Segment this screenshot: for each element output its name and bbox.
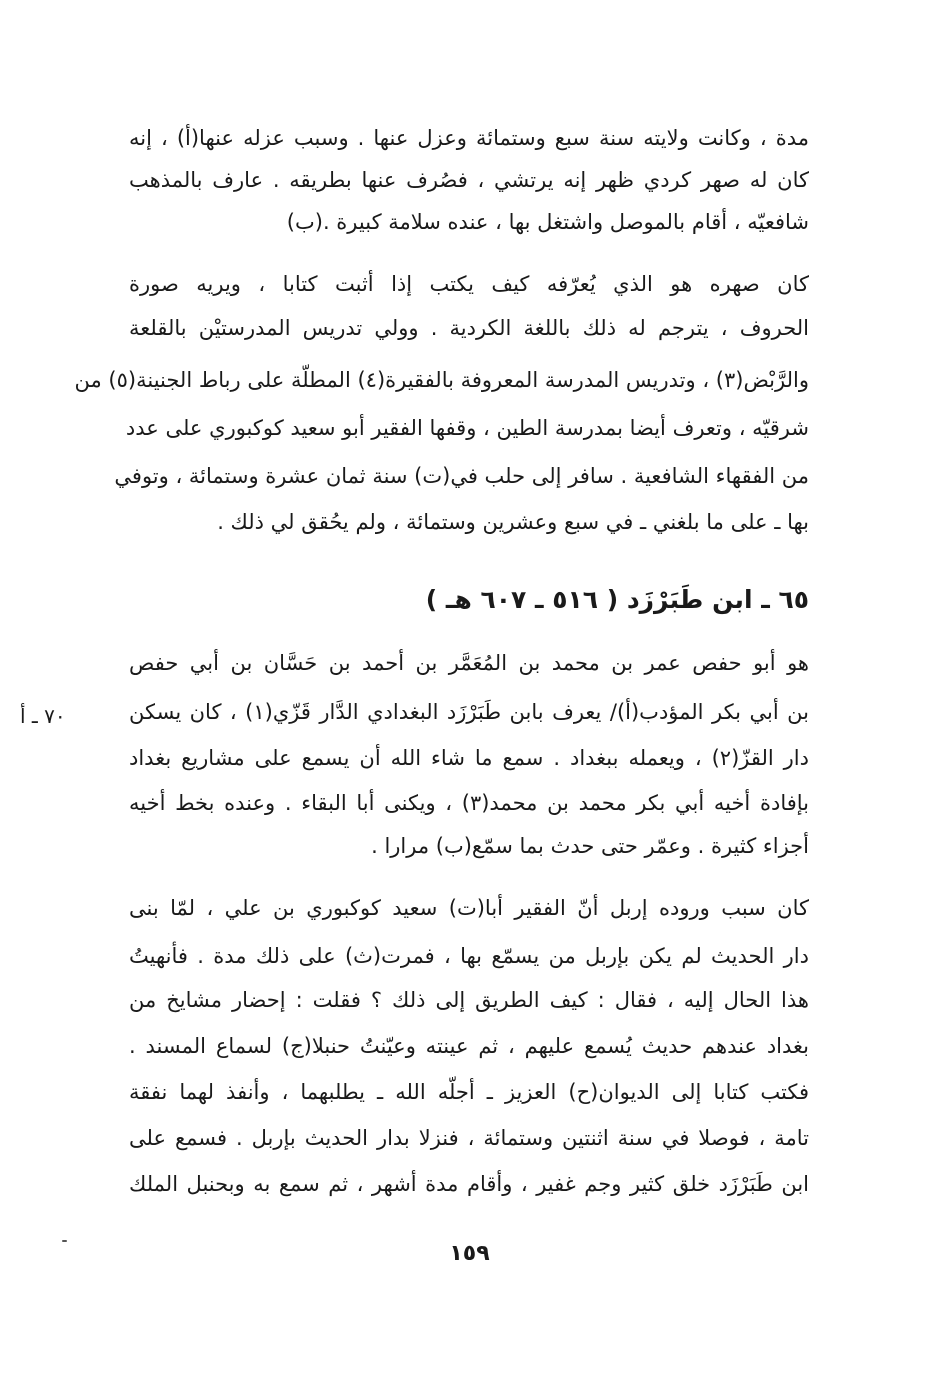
text-line: دار القزّ(٢) ، ويعمله ببغداد . سمع ما شاء الله أن يسمع على مشاريع بغداد (129, 746, 809, 770)
text-line: بها ـ على ما بلغني ـ في سبع وعشرين وستمائة ، ولم يحُقق لي ذلك . (217, 510, 809, 534)
text-line: شافعيّه ، أقام بالموصل واشتغل بها ، عنده سلامة كبيرة .(ب) (286, 210, 809, 234)
text-line: والرَّبْض(٣) ، وتدريس المدرسة المعروفة بالفقيرة(٤) المطلّة على رباط الجنينة(٥) من (74, 368, 809, 392)
text-line: الحروف ، يترجم له ذلك باللغة الكردية . وولي تدريس المدرستيْن بالقلعة (129, 316, 809, 340)
text-line: هو أبو حفص عمر بن محمد بن المُعَمَّر بن أحمد بن حَسَّان بن أبي حفص (129, 651, 809, 675)
text-line: كان صهره هو الذي يُعرّفه كيف يكتب إذا أثبت كتابا ، ويريه صورة (129, 272, 809, 296)
text-line: كان له صهر كردي ظهر إنه يرتشي ، فصُرف عنها بطريقه . عارف بالمذهب (129, 168, 809, 192)
margin-folio-note: ٧٠ ـ أ (20, 704, 66, 728)
text-line: دار الحديث لم يكن بإربل من يسمّع بها ، فمرت(ث) على ذلك مدة . فأنهيتُ (129, 944, 809, 968)
scan-speck (62, 1240, 67, 1242)
text-line: شرقيّه ، وتعرف أيضا بمدرسة الطين ، وقفها الفقير أبو سعيد كوكبوري على عدد (125, 416, 809, 440)
text-line: فكتب كتابا إلى الديوان(ح) العزيز ـ أجلّه الله ـ يطلبهما ، وأنفذ لهما نفقة (129, 1080, 809, 1104)
text-line: من الفقهاء الشافعية . سافر إلى حلب في(ت) سنة ثمان عشرة وستمائة ، وتوفي (114, 464, 809, 488)
page-number: ١٥٩ (449, 1241, 490, 1266)
text-line: بن أبي بكر المؤدب(أ)/ يعرف بابن طَبَرْزَد البغدادي الدَّار قَزّي(١) ، كان يسكن (129, 700, 809, 724)
text-line: تامة ، فوصلا في سنة اثنتين وستمائة ، فنزلا بدار الحديث بإربل . فسمع على (129, 1126, 809, 1150)
text-line: بغداد عندهم حديث يُسمع عليهم ، ثم عينته وعيّنتُ حنبلا(ج) لسماع المسند . (129, 1034, 809, 1058)
text-line: مدة ، وكانت ولايته سنة سبع وستمائة وعزل عنها . وسبب عزله عنها(أ) ، إنه (129, 126, 809, 150)
text-line: بإفادة أخيه أبي بكر محمد بن محمد(٣) ، ويكنى أبا البقاء . وعنده بخط أخيه (129, 791, 809, 815)
text-line: هذا الحال إليه ، فقال : كيف الطريق إلى ذلك ؟ فقلت : إحضار مشايخ من (129, 988, 809, 1012)
text-line: كان سبب وروده إربل أنّ الفقير أبا(ت) سعيد كوكبوري بن علي ، لمّا بنى (129, 896, 809, 920)
text-line: أجزاء كثيرة . وعمّر حتى حدث بما سمّع(ب) مرارا . (371, 834, 809, 858)
section-heading: ٦٥ ـ ابن طَبَرْزَد ( ٥١٦ ـ ٦٠٧ هـ ) (425, 585, 809, 614)
text-line: ابن طَبَرْزَد خلق كثير وجم غفير ، وأقام مدة أشهر ، ثم سمع به وبحنبل الملك (129, 1172, 809, 1196)
